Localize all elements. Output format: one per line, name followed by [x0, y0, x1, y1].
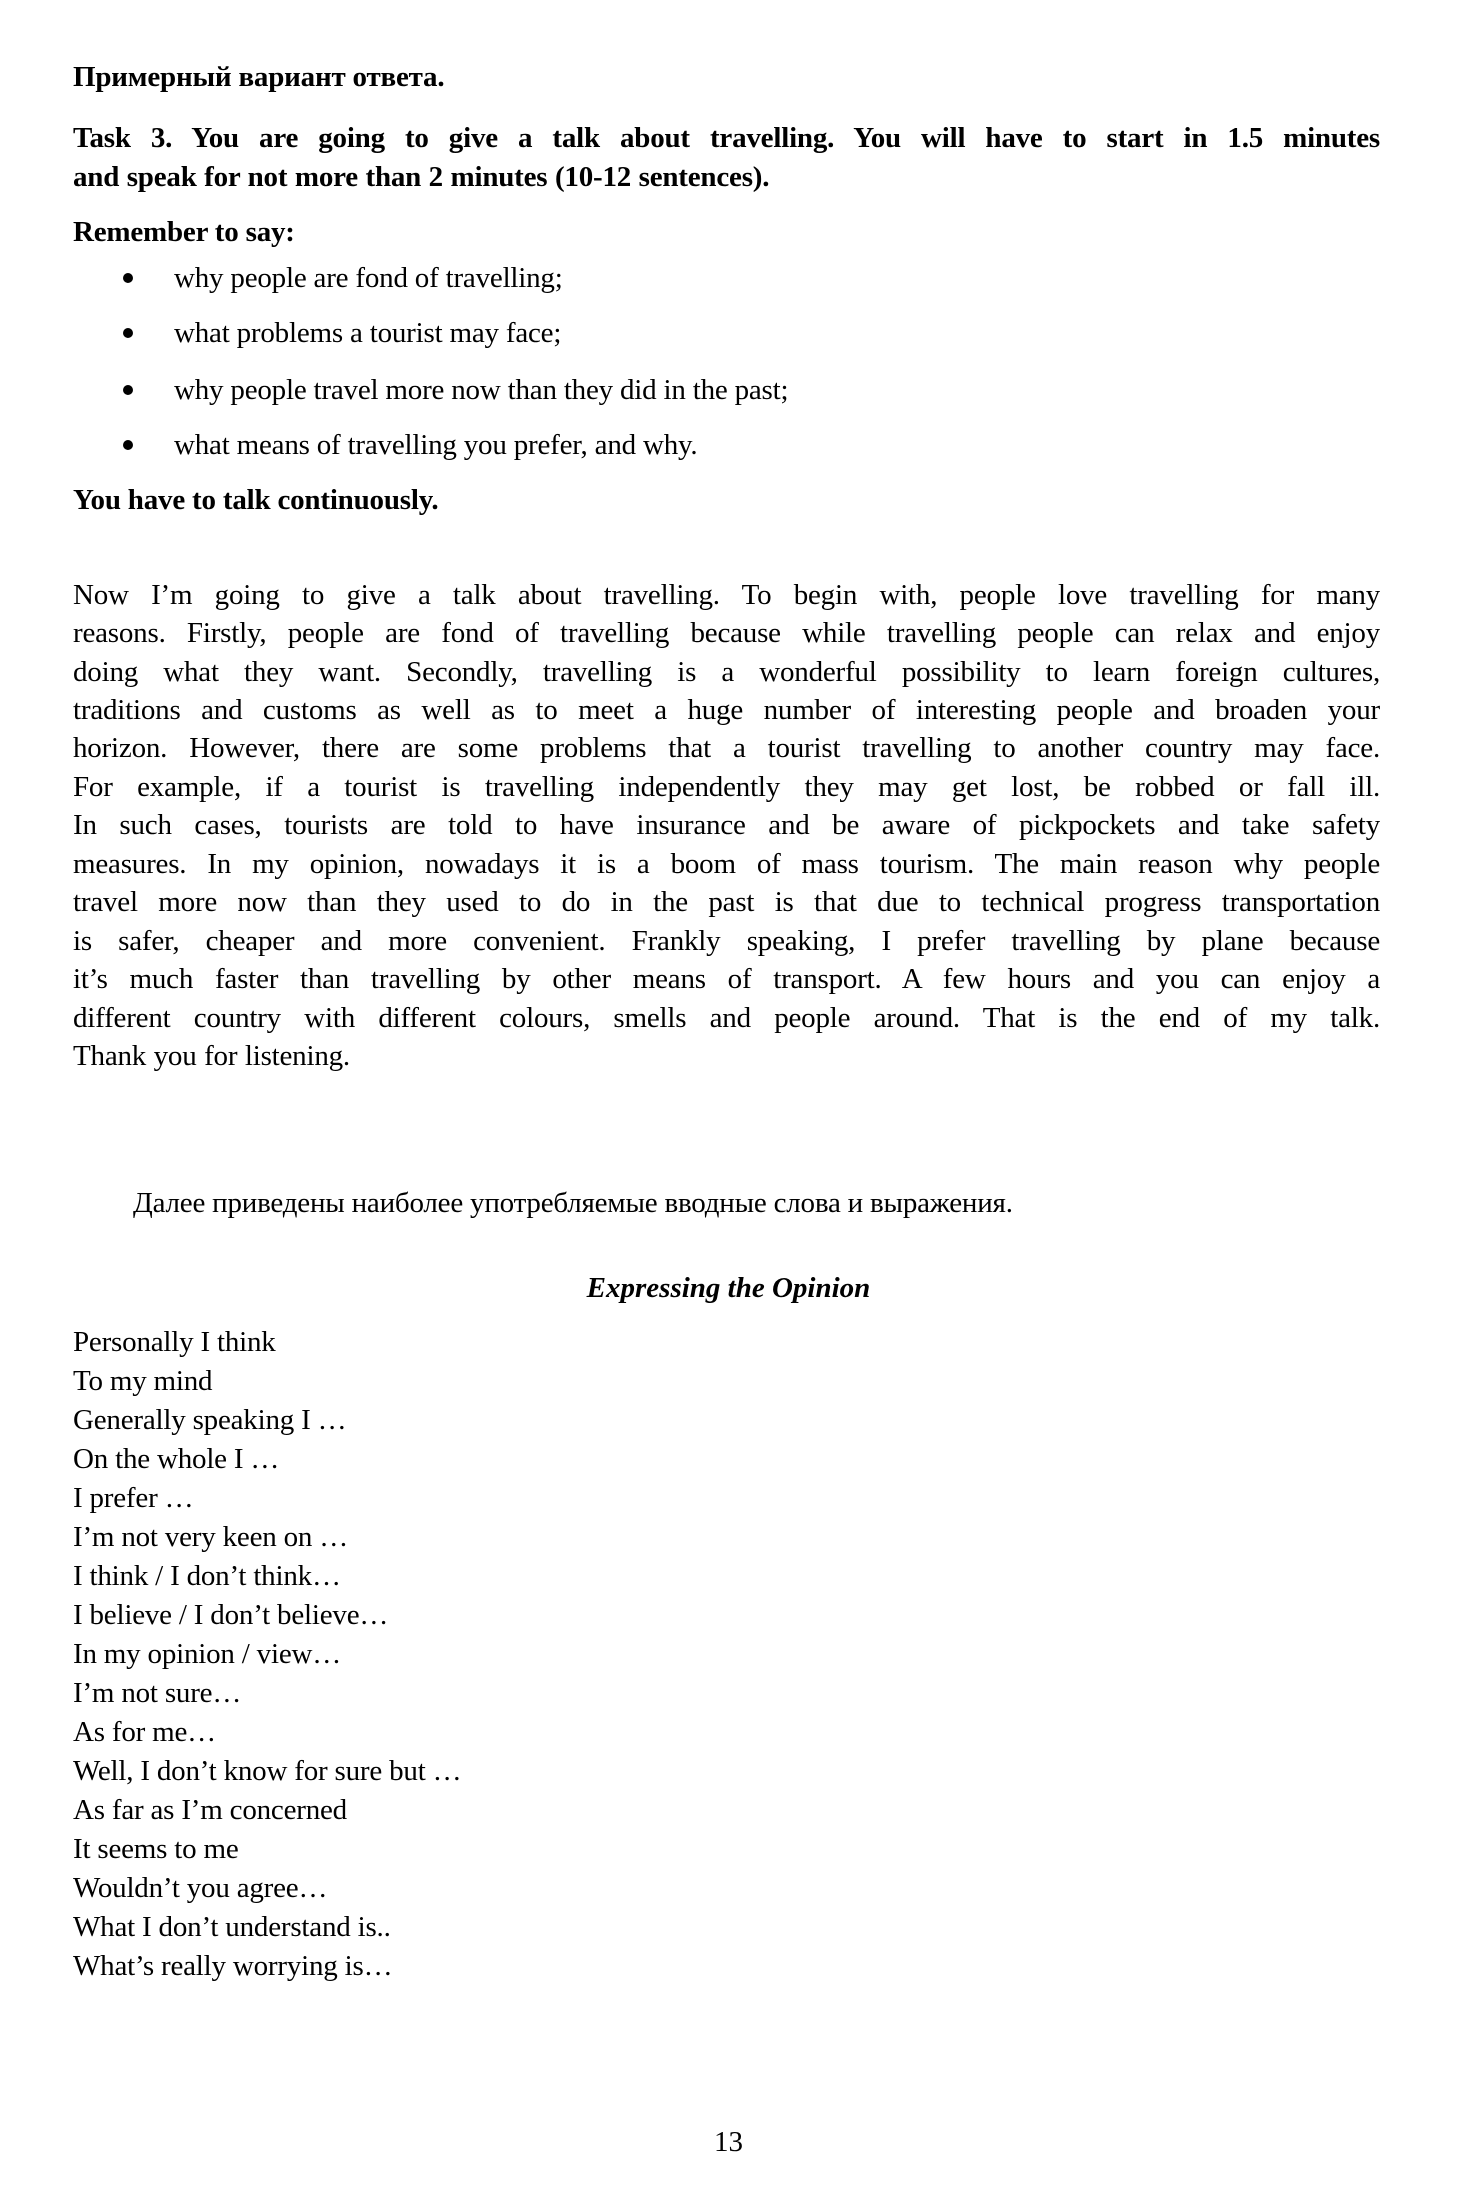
answer-line: reasons. Firstly, people are fond of travelling because while travelling people can relax and enjoy [73, 617, 1380, 649]
phrase-item: I’m not sure… [73, 1677, 242, 1709]
bullet-icon [123, 273, 133, 283]
answer-line: horizon. However, there are some problems that a tourist travelling to another country may face. [73, 732, 1380, 764]
bullet-text: why people are fond of travelling; [174, 262, 563, 294]
bullet-text: what means of travelling you prefer, and why. [174, 429, 698, 461]
answer-line: it’s much faster than travelling by other means of transport. A few hours and you can enjoy a [73, 963, 1380, 995]
phrase-item: I’m not very keen on … [73, 1521, 349, 1553]
phrase-item: Wouldn’t you agree… [73, 1872, 328, 1904]
answer-line: travel more now than they used to do in the past is that due to technical progress transportation [73, 886, 1380, 918]
sample-answer-heading: Примерный вариант ответа. [73, 61, 445, 93]
answer-line: is safer, cheaper and more convenient. Frankly speaking, I prefer travelling by plane because [73, 925, 1380, 957]
phrase-item: In my opinion / view… [73, 1638, 342, 1670]
bullet-icon [123, 328, 133, 338]
talk-continuously-note: You have to talk continuously. [73, 484, 439, 516]
phrase-item: What I don’t understand is.. [73, 1911, 391, 1943]
phrase-item: On the whole I … [73, 1443, 280, 1475]
page-number: 13 [714, 2126, 743, 2158]
phrases-intro: Далее приведены наиболее употребляемые вводные слова и выражения. [133, 1187, 1013, 1219]
bullet-icon [123, 440, 133, 450]
phrase-item: Well, I don’t know for sure but … [73, 1755, 462, 1787]
answer-line: For example, if a tourist is travelling independently they may get lost, be robbed or fall ill. [73, 771, 1380, 803]
phrase-item: I think / I don’t think… [73, 1560, 341, 1592]
bullet-text: why people travel more now than they did in the past; [174, 374, 789, 406]
remember-label: Remember to say: [73, 216, 295, 248]
answer-line: doing what they want. Secondly, travelling is a wonderful possibility to learn foreign cultures, [73, 656, 1380, 688]
phrase-item: I believe / I don’t believe… [73, 1599, 389, 1631]
phrase-item: As for me… [73, 1716, 216, 1748]
phrase-item: Personally I think [73, 1326, 276, 1358]
answer-line: Now I’m going to give a talk about travelling. To begin with, people love travelling for many [73, 579, 1380, 611]
answer-line: traditions and customs as well as to meet a huge number of interesting people and broaden your [73, 694, 1380, 726]
phrase-item: What’s really worrying is… [73, 1950, 393, 1982]
answer-line: measures. In my opinion, nowadays it is a boom of mass tourism. The main reason why people [73, 848, 1380, 880]
task-line-2: and speak for not more than 2 minutes (10-12 sentences). [73, 161, 770, 193]
phrase-item: To my mind [73, 1365, 213, 1397]
expressing-opinion-heading: Expressing the Opinion [586, 1272, 871, 1304]
answer-line: different country with different colours, smells and people around. That is the end of my talk. [73, 1002, 1380, 1034]
phrase-item: Generally speaking I … [73, 1404, 347, 1436]
task-line-1: Task 3. You are going to give a talk about travelling. You will have to start in 1.5 minutes [73, 122, 1380, 154]
answer-line: In such cases, tourists are told to have insurance and be aware of pickpockets and take safety [73, 809, 1380, 841]
phrase-item: I prefer … [73, 1482, 194, 1514]
phrase-item: As far as I’m concerned [73, 1794, 347, 1826]
answer-line: Thank you for listening. [73, 1040, 350, 1072]
bullet-icon [123, 385, 133, 395]
phrase-item: It seems to me [73, 1833, 239, 1865]
bullet-text: what problems a tourist may face; [174, 317, 562, 349]
